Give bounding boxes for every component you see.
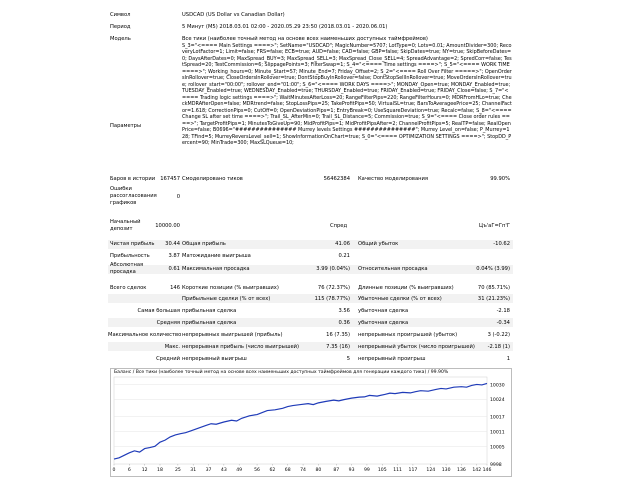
average-label: Средняя	[156, 320, 180, 326]
x-tick-label: 136	[457, 468, 466, 473]
loss-trades-value: 31 (21.23%)	[477, 296, 510, 302]
symbol-label: Символ	[110, 12, 131, 18]
ticks-label: Смоделировано тиков	[182, 176, 243, 182]
expected-payoff-value: 0.21	[338, 253, 350, 259]
bars-value: 167457	[160, 176, 180, 182]
model-value: Все тики (наиболее точный метод на основе всех наименьших доступных таймфреймов)	[182, 36, 428, 42]
x-tick-label: 142	[472, 468, 482, 473]
y-tick-label: 10030	[490, 383, 505, 389]
ticks-value: 56462384	[323, 176, 350, 182]
x-tick-label: 18	[157, 468, 163, 473]
avg-label: Средний	[156, 356, 180, 362]
balance-chart	[110, 368, 512, 477]
initial-deposit-value: 10000.00	[155, 223, 180, 229]
x-tick-label: 105	[377, 468, 387, 473]
relative-drawdown-label: Относительная просадка	[358, 266, 428, 272]
expected-payoff-label: Матожидание выигрыша	[182, 253, 251, 259]
spread-label: Спред	[330, 223, 348, 229]
gross-loss-value: -10.62	[493, 241, 510, 247]
symbol-value: USDCAD (US Dollar vs Canadian Dollar)	[182, 12, 285, 18]
net-profit-value: 30.44	[165, 241, 180, 247]
average-loss-label: убыточная сделка	[358, 320, 409, 326]
y-tick-label: 9998	[490, 462, 502, 468]
avg-consec-losses-label: непрерывный проигрыш	[358, 356, 426, 362]
short-positions-label: Короткие позиции (% выигравших)	[182, 285, 279, 291]
net-profit-label: Чистая прибыль	[110, 241, 155, 247]
x-tick-label: 6	[127, 468, 131, 473]
x-tick-label: 49	[236, 468, 243, 473]
params-label: Параметры	[110, 123, 142, 129]
avg-consec-losses-value: 1	[506, 356, 510, 362]
x-tick-label: 80	[315, 468, 322, 473]
avg-consec-wins-label: непрерывный выигрыш	[182, 356, 247, 362]
x-tick-label: 31	[190, 468, 197, 473]
long-positions-value: 70 (85.71%)	[477, 285, 510, 291]
quality-value: 99.90%	[490, 176, 510, 182]
largest-profit-label: прибыльная сделка	[182, 308, 237, 314]
x-tick-label: 74	[300, 468, 306, 473]
max-drawdown-value: 3.99 (0.04%)	[316, 266, 350, 272]
long-positions-label: Длинные позиции (% выигравших)	[358, 285, 454, 291]
x-tick-label: 93	[348, 468, 355, 473]
max-consec-loss-label: непрерывный убыток (число проигрышей)	[358, 344, 475, 350]
params-value: S_3="<==== Main Settings ====>"; SetName="USDCAD"; MagicNumber=5707; LotType=0; Lots=0.01; AmountDivider=300; RecoveryLotFactor=1; Limit=false; FRS=false; ECB=true; AUD=false; CAD=false; GBP=false; SkipDates=true; NY=true; SkipBeforeDates=0; DaysAfterDates=0; MaxSpread_BUY=3; MaxSpread_SELL=3; MaxSpread_Close_SELL=4; SpreadAdvantage=2; SpredCorr=false; TestSpread=20; TestCommission=6; SlippagePoints=3; FilterSwap=1; S_4="<==== Time settings ====>"; S_5="<==== WORK TIME ====>"; Working_hours=0; Minute_Start=57; Minute_End=7; Friday_Offset=2; S_2="<==== Roll Over Filter =====>"; OpenOrdersInRollover=true; CloseOrdersInRollover=true; DontStopBuyInRollover=false; DontStopSellInRollover=true; MoveOrdersInRollover=true; rollover_start="00:00"; rollover_end="01:00"; S_6="<==== WORK DAYS ====>"; MONDAY_Open=true; MONDAY_Enabled=true; TUESDAY_Enabled=true; WEDNESDAY_Enabled=true; THURSDAY_Enabled=true; FRIDAY_Enabled=true; FRIDAY_Close=false; S_7="<==== Trading logic settings ====>"; WaitMinutesAfterLoss=20; RangeFilterPips=220; RangeFilterHours=0; MDRFromHLo=true; CheckMDRAfterOpen=false; MDRtrend=false; StopLossPips=25; TakeProfitPips=50; VirtualSL=true; BarsToAverageePrice=25; ChannelFactor=1.618; CorrectionPips=0; CutOff=0; OpenDeviationPips=1; EntryBreak=0; UseSquareDeviation=true; Recalc=false; S_8="<==== Change SL after set time ====>"; Trail_SL_AfterMin=0; Trail_SL_Distance=5; Commission=true; S_9="<==== Close order rules ====>"; TargetProfitPips=1; MinutesToGiveUp=90; MidProfitPips=1; MidProfitPipsAfter=2; ChannelProfitPips=5; RealTP=false; RealOpenPrice=false; B0696="############### Murrey levels Settings ###############"; Murrey Level_on=false; P_Murrey=128; TFind=5; MurreyReversLevel_sell=1; ShowInformationOnChart=true; S_0="<==== OPTIMIZATION SETTINGS ====>"; StopDD_Percent=90; MinTrade=300; MaxSLQueue=10;	[182, 43, 512, 147]
x-tick-label: 56	[254, 468, 260, 473]
model-label: Модель	[110, 36, 131, 42]
initial-deposit-label: Начальный депозит	[110, 219, 141, 232]
x-tick-label: 12	[141, 468, 148, 473]
x-tick-label: 111	[393, 468, 402, 473]
short-positions-value: 76 (72.37%)	[317, 285, 350, 291]
loss-trades-label: Убыточные сделки (% от всех)	[358, 296, 442, 302]
largest-label: Самая большая	[137, 308, 180, 314]
chart-title: Баланс / Все тики (наиболее точный метод на основе всех наименьших доступных таймфреймов для генерации каждого тика) / 99.90%	[114, 370, 449, 375]
y-tick-label: 10024	[490, 398, 505, 404]
errors-label: Ошибки рассогласования графиков	[110, 186, 157, 206]
max-label: Макс.	[164, 344, 180, 350]
largest-loss-value: -2.18	[496, 308, 510, 314]
errors-value: 0	[176, 194, 180, 200]
x-tick-label: 124	[426, 468, 436, 473]
absolute-drawdown-value: 0.61	[168, 266, 180, 272]
absolute-drawdown-label: Абсолютная просадка	[110, 262, 144, 275]
max-drawdown-label: Максимальная просадка	[182, 266, 250, 272]
period-value: 5 Минут (M5) 2018.03.01 02:00 - 2020.05.29 23:50 (2018.03.01 - 2020.06.01)	[182, 24, 388, 30]
gross-profit-label: Общая прибыль	[182, 241, 226, 247]
max-consec-losses-value: 3 (-0.22)	[487, 332, 510, 338]
x-tick-label: 68	[284, 468, 291, 473]
avg-consec-wins-value: 5	[346, 356, 350, 362]
x-tick-label: 99	[363, 468, 370, 473]
largest-loss-label: убыточная сделка	[358, 308, 409, 314]
relative-drawdown-value: 0.04% (3.99)	[476, 266, 510, 272]
max-consec-loss-value: -2.18 (1)	[487, 344, 510, 350]
bars-label: Баров в истории	[110, 176, 156, 182]
x-tick-label: 117	[408, 468, 418, 473]
x-tick-label: 37	[205, 468, 212, 473]
y-tick-label: 10017	[490, 415, 505, 421]
x-tick-label: 62	[269, 468, 276, 473]
max-consec-wins-label: непрерывных выигрышей (прибыль)	[182, 332, 283, 338]
quality-label: Качество моделирования	[358, 176, 429, 182]
balance-line	[114, 383, 487, 459]
profit-trades-value: 115 (78.77%)	[314, 296, 350, 302]
max-consec-profit-label: непрерывная прибыль (число выигрышей)	[182, 344, 300, 350]
gross-profit-value: 41.06	[335, 241, 350, 247]
x-tick-label: 146	[482, 468, 492, 473]
y-tick-label: 10005	[490, 445, 505, 451]
x-tick-label: 130	[441, 468, 451, 473]
profit-factor-value: 3.87	[168, 253, 180, 259]
average-profit-value: 0.36	[338, 320, 350, 326]
balance-chart-svg	[111, 369, 511, 476]
period-label: Период	[110, 24, 131, 30]
y-tick-label: 10011	[490, 430, 505, 436]
max-consec-wins-value: 16 (7.35)	[326, 332, 350, 338]
max-consec-profit-value: 7.35 (16)	[326, 344, 350, 350]
x-tick-label: 87	[333, 468, 340, 473]
largest-profit-value: 3.56	[338, 308, 350, 314]
total-trades-label: Всего сделок	[110, 285, 147, 291]
gross-loss-label: Общий убыток	[358, 241, 399, 247]
profit-trades-label: Прибыльные сделки (% от всех)	[182, 296, 271, 302]
max-consec-losses-label: непрерывных проигрышей (убыток)	[358, 332, 458, 338]
x-tick-label: 25	[174, 468, 181, 473]
max-count-label: Максимальное количество	[108, 332, 182, 338]
total-trades-value: 146	[170, 285, 180, 291]
spread-value: Цъ'аГ=Гп'Г	[479, 223, 510, 229]
average-profit-label: прибыльная сделка	[182, 320, 237, 326]
average-loss-value: -0.34	[496, 320, 510, 326]
profit-factor-label: Прибыльность	[110, 253, 150, 259]
x-tick-label: 0	[112, 468, 116, 473]
x-tick-label: 43	[220, 468, 227, 473]
